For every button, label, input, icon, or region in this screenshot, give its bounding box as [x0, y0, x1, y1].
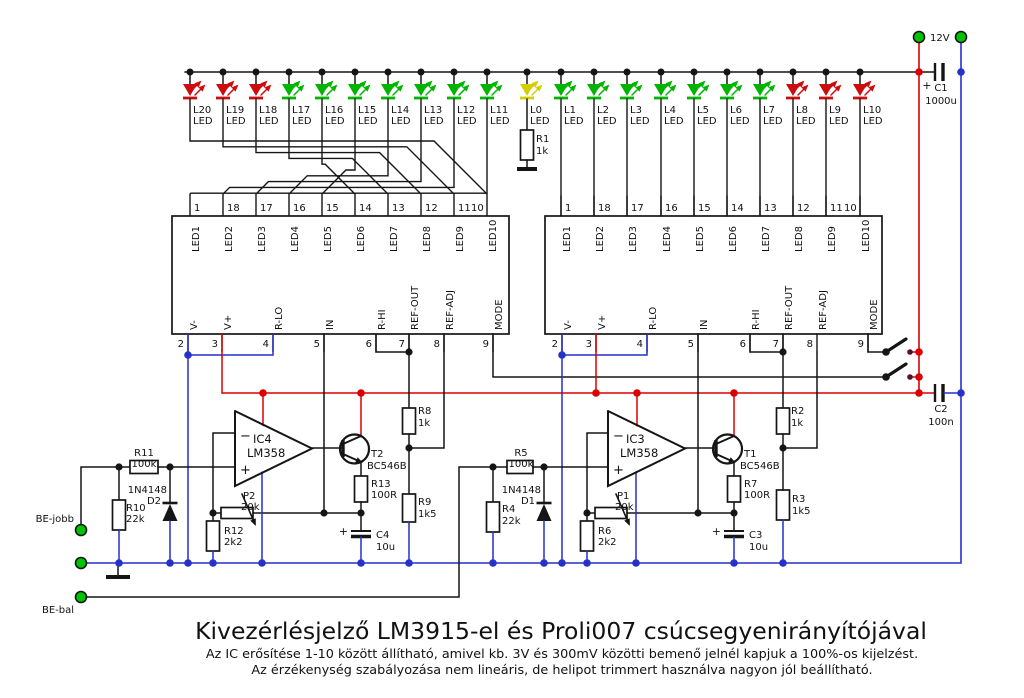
rail-dot	[757, 69, 764, 76]
led-L6-label: L6	[730, 105, 742, 116]
junction-dot-blue	[184, 351, 192, 359]
label-R11-ref: R11	[134, 448, 154, 459]
pin-number-bottom: 3	[211, 339, 218, 350]
pin-number-bottom: 7	[398, 339, 405, 350]
pin-name-bottom: MODE	[494, 299, 505, 330]
rail-dot	[724, 69, 731, 76]
pin-number-bottom: 2	[177, 339, 184, 350]
label-R12-val: 2k2	[224, 537, 243, 548]
pin-name-bottom: R-HI	[751, 309, 762, 330]
label-T2-ref: T2	[371, 449, 384, 460]
cap-C1-plus: +	[922, 79, 932, 92]
pin-number-bottom: 7	[772, 339, 779, 350]
opamp-ic4-ref: IC4	[253, 432, 272, 446]
label-R11-val: 100k	[131, 459, 157, 470]
junction-dot-red	[915, 68, 923, 76]
led-L5-label: L5	[697, 105, 709, 116]
label-R10-ref: R10	[126, 503, 146, 514]
label-R6-val: 2k2	[598, 537, 617, 548]
pin-name-bottom: V-	[563, 320, 574, 330]
rail-dot	[253, 69, 260, 76]
switch-pivot	[882, 373, 890, 381]
switch-contact	[907, 374, 913, 380]
pin-name-top: LED6	[356, 226, 367, 252]
junction-dot-blue	[209, 559, 217, 567]
opamp-ic3-minus: −	[613, 429, 624, 444]
opamp-ic4-minus: −	[240, 429, 251, 444]
label-P1-ref: P1	[617, 491, 630, 502]
rail-dot	[451, 69, 458, 76]
terminal-be-jobb	[76, 525, 87, 536]
led-L11-label: L11	[490, 105, 509, 116]
pin-name-top: LED10	[861, 219, 872, 252]
rail-dot	[524, 69, 531, 76]
pin-name-bottom: MODE	[869, 299, 880, 330]
label-D1-val: 1N4148	[501, 485, 541, 496]
junction-dot-blue	[779, 559, 787, 567]
pin-number-top: 10	[844, 203, 857, 214]
rail-dot	[418, 69, 425, 76]
led-L8-label: L8	[796, 105, 808, 116]
pin-name-top: LED5	[323, 226, 334, 252]
label-R10-val: 22k	[126, 514, 145, 525]
page-subtitle-1: Az IC erősítése 1-10 között állítható, amivel kb. 3V és 300mV közötti bemenő jelnél kapjuk a 100%-os kijelzést.	[205, 647, 919, 662]
pin-number-top: 15	[698, 203, 711, 214]
opamp-ic3-ref: IC3	[626, 432, 645, 446]
pin-name-bottom: R-HI	[377, 309, 388, 330]
junction-dot-blue	[357, 559, 365, 567]
led-L15-label: L15	[358, 105, 377, 116]
pin-name-top: LED4	[662, 226, 673, 252]
label-R1-val: 1k	[536, 146, 549, 157]
junction-dot-blue	[957, 389, 965, 397]
resistor-R4	[487, 502, 500, 532]
rail-dot	[823, 69, 830, 76]
junction-dot	[166, 463, 173, 470]
led-L16-sub: LED	[325, 116, 345, 127]
resistor-R6	[581, 521, 594, 551]
label-R5-ref: R5	[514, 448, 528, 459]
label-R2-val: 1k	[791, 418, 804, 429]
pin-number-bottom: 8	[433, 339, 440, 350]
pin-number-bottom: 9	[857, 339, 864, 350]
label-R7-ref: R7	[744, 479, 758, 490]
rail-dot	[319, 69, 326, 76]
pin-number-bottom: 3	[585, 339, 592, 350]
junction-dot-blue	[632, 559, 640, 567]
rail-dot	[352, 69, 359, 76]
pin-number-bottom: 2	[551, 339, 558, 350]
pin-number-bottom: 6	[739, 339, 746, 350]
rail-dot	[484, 69, 491, 76]
label-C1-ref: C1	[934, 83, 948, 94]
pin-number-bottom: 6	[365, 339, 372, 350]
pin-name-top: LED10	[488, 219, 499, 252]
pin-name-top: LED2	[224, 226, 235, 252]
pin-number-top: 18	[598, 203, 611, 214]
pin-number-bottom: 9	[482, 339, 489, 350]
junction-dot-red	[730, 389, 738, 397]
resistor-R1	[521, 130, 534, 160]
junction-dot-red	[633, 389, 641, 397]
pin-number-top: 1	[194, 203, 201, 214]
pin-name-bottom: REF-ADJ	[445, 290, 456, 330]
label-C3-ref: C3	[749, 530, 763, 541]
led-L20-sub: LED	[193, 116, 213, 127]
pin-number-top: 14	[359, 203, 372, 214]
opamp-ic3-plus: +	[613, 463, 624, 478]
resistor-R2	[777, 408, 790, 434]
resistor-R12	[207, 521, 220, 551]
junction-dot-blue	[166, 559, 174, 567]
pin-name-bottom: IN	[699, 319, 710, 330]
label-P1-val: 20k	[615, 502, 634, 513]
pin-name-bottom: V+	[223, 314, 234, 330]
led-L3-sub: LED	[630, 116, 650, 127]
terminal-12v-gnd	[956, 32, 967, 43]
led-L14-sub: LED	[391, 116, 411, 127]
label-D2-val: 1N4148	[127, 485, 167, 496]
page-subtitle-2: Az érzékenység szabályozása nem lineáris, de helipot trimmert használva nagyon jól beállítható.	[251, 663, 873, 678]
led-L16-label: L16	[325, 105, 344, 116]
pin-number-bottom: 8	[806, 339, 813, 350]
pin-number-top: 14	[731, 203, 744, 214]
led-L0-label: L0	[530, 105, 542, 116]
label-C4-val: 10u	[376, 542, 396, 553]
pin-name-bottom: R-LO	[274, 306, 285, 330]
label-R9-ref: R9	[418, 497, 432, 508]
pin-number-top: 11	[830, 203, 843, 214]
pin-number-top: 17	[260, 203, 273, 214]
led-L13-sub: LED	[424, 116, 444, 127]
junction-dot-blue	[258, 559, 266, 567]
label-terminals-right_in: BE-jobb	[35, 514, 74, 525]
led-L18-label: L18	[259, 105, 278, 116]
label-R4-ref: R4	[502, 504, 516, 515]
junction-dot	[540, 463, 547, 470]
junction-dot-blue	[730, 559, 738, 567]
led-L9-sub: LED	[829, 116, 849, 127]
rail-dot	[790, 69, 797, 76]
led-L0-sub: LED	[530, 116, 550, 127]
pin-number-bottom: 4	[636, 339, 643, 350]
junction-dot-blue	[957, 68, 965, 76]
label-T1-val: BC546B	[740, 461, 780, 472]
label-R8-val: 1k	[418, 418, 431, 429]
opamp-ic3-val: LM358	[620, 446, 659, 460]
rail-dot	[385, 69, 392, 76]
pin-number-top: 16	[293, 203, 306, 214]
pin-name-bottom: IN	[325, 319, 336, 330]
junction-dot-red	[357, 389, 365, 397]
label-T1-ref: T1	[744, 449, 757, 460]
label-P2-ref: P2	[243, 491, 256, 502]
pin-name-top: LED5	[695, 226, 706, 252]
resistor-R13	[355, 476, 368, 502]
junction-dot	[583, 509, 590, 516]
label-R12-ref: R12	[224, 526, 244, 537]
led-L11-sub: LED	[490, 116, 510, 127]
pin-number-top: 1	[565, 203, 572, 214]
terminal-gnd	[76, 558, 87, 569]
junction-dot	[357, 509, 364, 516]
led-L4-label: L4	[664, 105, 676, 116]
rail-dot	[624, 69, 631, 76]
pin-name-bottom: V+	[597, 314, 608, 330]
label-C1-val: 1000u	[925, 96, 957, 107]
led-L18-sub: LED	[259, 116, 279, 127]
led-L7-label: L7	[763, 105, 775, 116]
cap-C4-plus: +	[338, 525, 348, 538]
junction-dot-blue	[489, 559, 497, 567]
pin-name-top: LED3	[628, 226, 639, 252]
led-L9-label: L9	[829, 105, 841, 116]
resistor-R3	[777, 490, 790, 520]
junction-dot-red	[915, 389, 923, 397]
resistor-R8	[403, 408, 416, 434]
rail-dot	[658, 69, 665, 76]
rail-dot	[691, 69, 698, 76]
pin-name-bottom: V-	[189, 320, 200, 330]
pin-name-top: LED4	[290, 226, 301, 252]
cap-C3-plus: +	[711, 525, 721, 538]
pin-name-top: LED2	[595, 226, 606, 252]
junction-dot	[779, 348, 786, 355]
junction-dot	[209, 509, 216, 516]
label-R3-ref: R3	[792, 494, 806, 505]
pin-number-top: 10	[471, 203, 484, 214]
label-R7-val: 100R	[744, 490, 771, 501]
pin-number-top: 12	[797, 203, 810, 214]
led-L10-label: L10	[863, 105, 882, 116]
rail-dot	[286, 69, 293, 76]
label-R13-val: 100R	[371, 490, 398, 501]
pin-name-bottom: REF-OUT	[784, 285, 795, 330]
junction-dot-blue	[558, 559, 566, 567]
label-C3-val: 10u	[749, 542, 769, 553]
rail-dot	[857, 69, 864, 76]
led-L19-sub: LED	[226, 116, 246, 127]
terminal-be-bal	[76, 592, 87, 603]
rail-dot	[558, 69, 565, 76]
rail-dot	[591, 69, 598, 76]
pin-number-top: 13	[764, 203, 777, 214]
led-L5-sub: LED	[697, 116, 717, 127]
pin-name-top: LED3	[257, 226, 268, 252]
led-L19-label: L19	[226, 105, 245, 116]
junction-dot-red	[259, 389, 267, 397]
led-L14-label: L14	[391, 105, 410, 116]
pin-number-top: 18	[227, 203, 240, 214]
led-L8-sub: LED	[796, 116, 816, 127]
label-power-v12: 12V	[930, 33, 950, 44]
pin-name-bottom: REF-OUT	[410, 285, 421, 330]
led-L2-label: L2	[597, 105, 609, 116]
led-L1-label: L1	[564, 105, 576, 116]
pin-name-top: LED9	[455, 226, 466, 252]
led-L6-sub: LED	[730, 116, 750, 127]
label-R13-ref: R13	[371, 479, 391, 490]
label-D2-ref: D2	[146, 496, 161, 507]
pin-name-top: LED8	[794, 226, 805, 252]
label-D1-ref: D1	[520, 496, 535, 507]
led-L17-label: L17	[292, 105, 311, 116]
label-C2-ref: C2	[934, 404, 948, 415]
label-R3-val: 1k5	[792, 506, 811, 517]
label-R1-ref: R1	[536, 134, 550, 145]
led-L7-sub: LED	[763, 116, 783, 127]
page-title: Kivezérlésjelző LM3915-el és Proli007 csúcsegyenirányítójával	[195, 617, 927, 645]
resistor-R10	[113, 500, 126, 530]
label-R4-val: 22k	[502, 516, 521, 527]
junction-dot	[405, 444, 412, 451]
led-L3-label: L3	[630, 105, 642, 116]
junction-dot	[320, 509, 327, 516]
resistor-R9	[403, 494, 416, 522]
label-R6-ref: R6	[598, 526, 612, 537]
label-T2-val: BC546B	[367, 461, 407, 472]
junction-dot	[779, 444, 786, 451]
pin-number-bottom: 4	[262, 339, 269, 350]
pin-number-top: 15	[326, 203, 339, 214]
pin-number-top: 13	[392, 203, 405, 214]
junction-dot	[730, 509, 737, 516]
label-R8-ref: R8	[418, 406, 432, 417]
led-L13-label: L13	[424, 105, 443, 116]
pin-number-top: 11	[458, 203, 471, 214]
pin-name-bottom: REF-ADJ	[818, 290, 829, 330]
pin-number-bottom: 5	[313, 339, 320, 350]
rail-dot	[187, 69, 194, 76]
junction-dot-blue	[405, 559, 413, 567]
junction-dot	[489, 463, 496, 470]
led-L17-sub: LED	[292, 116, 312, 127]
opamp-ic4-val: LM358	[247, 446, 286, 460]
pin-name-top: LED7	[761, 226, 772, 252]
junction-dot-blue	[184, 559, 192, 567]
pin-number-bottom: 5	[687, 339, 694, 350]
switch-pivot	[882, 348, 890, 356]
pin-name-top: LED7	[389, 226, 400, 252]
label-P2-val: 20k	[241, 502, 260, 513]
rail-dot	[220, 69, 227, 76]
led-L10-sub: LED	[863, 116, 883, 127]
junction-dot-red	[592, 389, 600, 397]
pin-name-top: LED9	[827, 226, 838, 252]
label-R2-ref: R2	[791, 406, 805, 417]
resistor-R7	[728, 476, 741, 502]
junction-dot	[405, 348, 412, 355]
junction-dot-blue	[558, 351, 566, 359]
pin-number-top: 17	[631, 203, 644, 214]
junction-dot-red	[915, 348, 923, 356]
label-R9-val: 1k5	[418, 509, 437, 520]
pin-name-top: LED6	[728, 226, 739, 252]
led-L4-sub: LED	[664, 116, 684, 127]
junction-dot-blue	[115, 559, 123, 567]
switch-contact	[907, 349, 913, 355]
pin-name-top: LED1	[191, 226, 202, 252]
terminal-12v	[914, 32, 925, 43]
junction-dot	[115, 463, 122, 470]
pin-name-bottom: R-LO	[648, 306, 659, 330]
led-L12-label: L12	[457, 105, 476, 116]
label-C2-val: 100n	[928, 417, 954, 428]
label-terminals-left_in: BE-bal	[41, 605, 74, 616]
led-L12-sub: LED	[457, 116, 477, 127]
opamp-ic4-plus: +	[240, 463, 251, 478]
led-L2-sub: LED	[597, 116, 617, 127]
led-L15-sub: LED	[358, 116, 378, 127]
pin-name-top: LED8	[422, 226, 433, 252]
led-L1-sub: LED	[564, 116, 584, 127]
junction-dot-red	[915, 373, 923, 381]
led-L20-label: L20	[193, 105, 212, 116]
junction-dot	[694, 509, 701, 516]
junction-dot-blue	[583, 559, 591, 567]
pin-name-top: LED1	[562, 226, 573, 252]
label-R5-val: 100k	[508, 459, 534, 470]
pin-number-top: 16	[665, 203, 678, 214]
junction-dot-blue	[540, 559, 548, 567]
pin-number-top: 12	[425, 203, 438, 214]
label-C4-ref: C4	[376, 530, 390, 541]
